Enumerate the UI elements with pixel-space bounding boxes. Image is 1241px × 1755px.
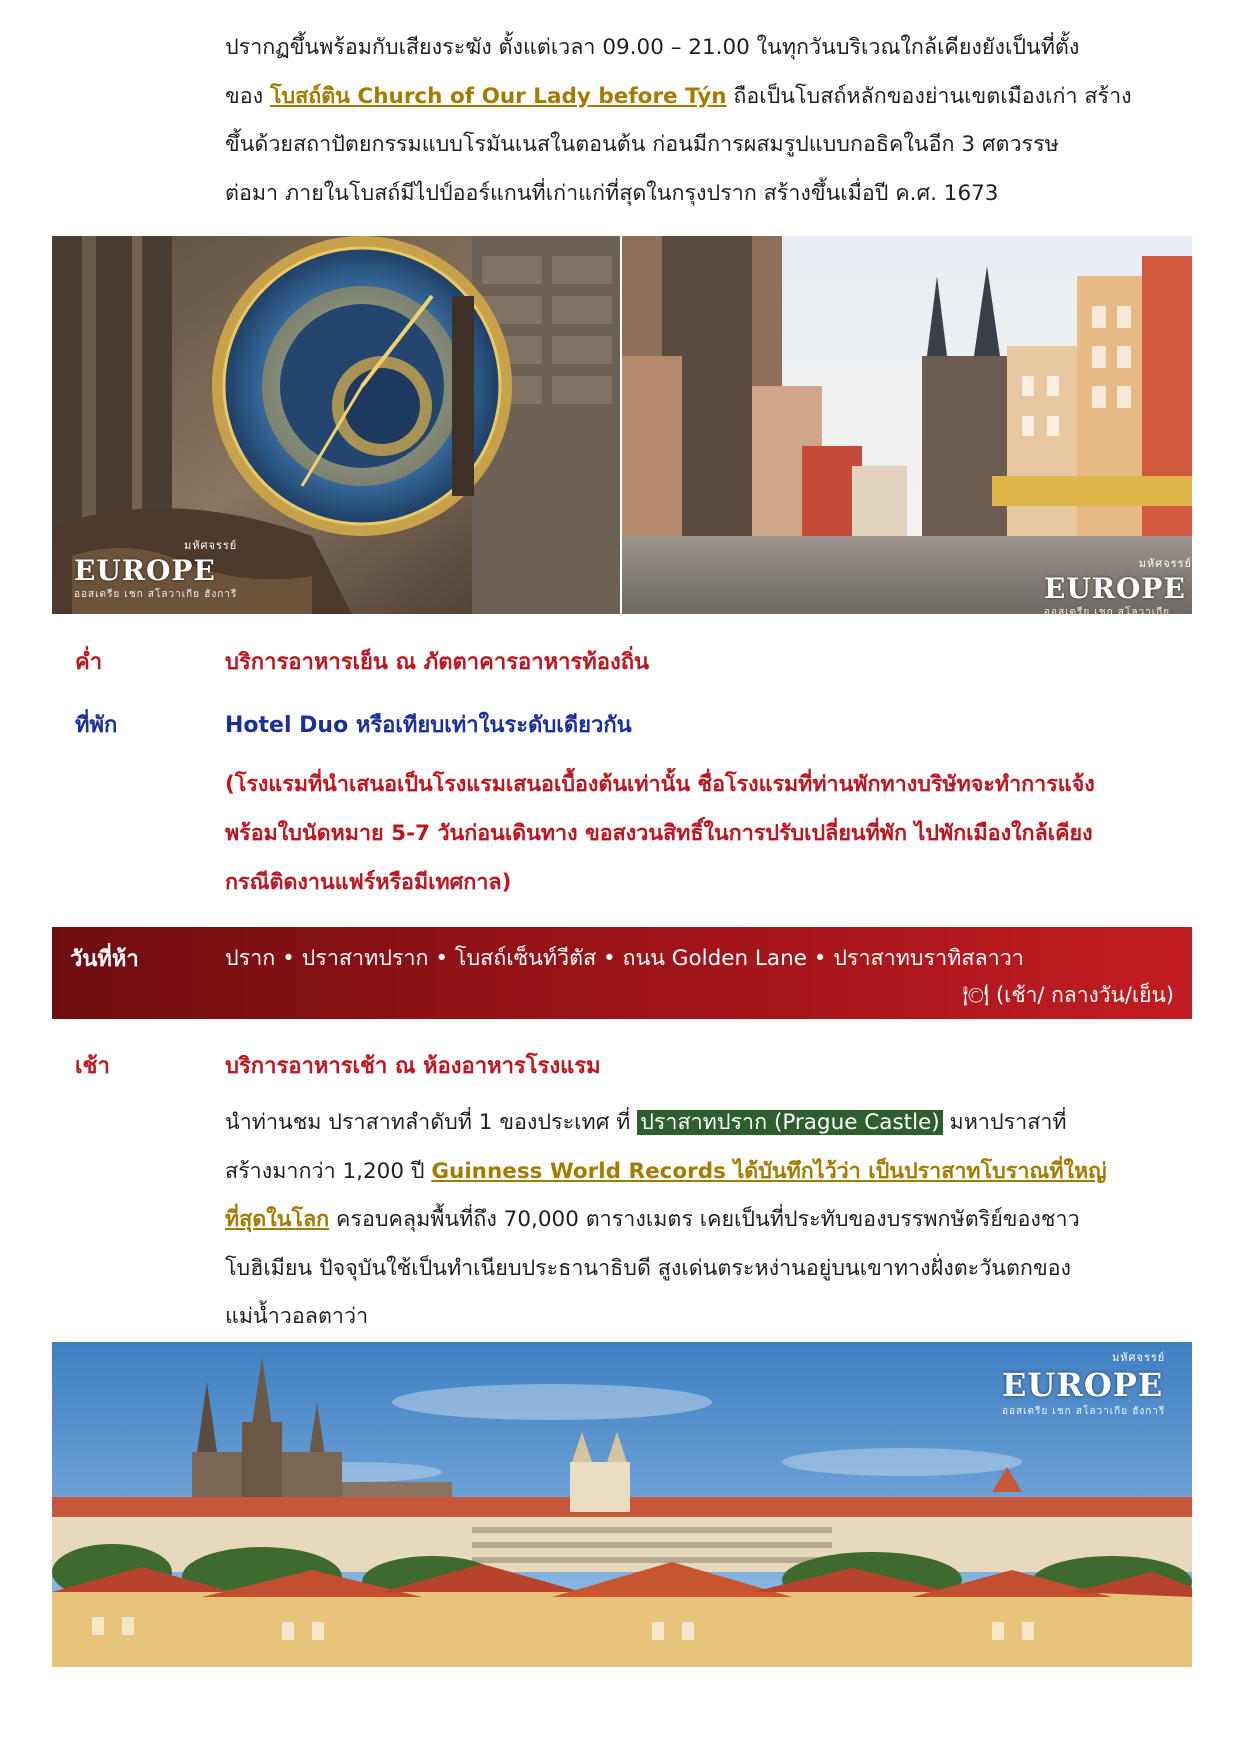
guinness-link[interactable]: Guinness World Records ได้บันทึกไว้ว่า เป็นปราสาทโบราณที่ใหญ่ [431, 1158, 1107, 1184]
hotel-note-line-3: กรณีติดงานแฟร์หรือมีเทศกาล) [225, 870, 512, 895]
prague-castle-highlight: ปราสาทปราก (Prague Castle) [637, 1110, 943, 1135]
intro-line-2-post: ถือเป็นโบสถ์หลักของย่านเขตเมืองเก่า สร้าง [726, 83, 1132, 109]
hotel-note-line-2: พร้อมใบนัดหมาย 5-7 วันก่อนเดินทาง ขอสงวนสิทธิ์ในการปรับเปลี่ยนที่พัก ไปพักเมืองใกล้เคียง [225, 821, 1093, 846]
day-label: วันที่ห้า [70, 947, 139, 972]
guinness-link-cont[interactable]: ที่สุดในโลก [225, 1207, 330, 1232]
hotel-note [225, 760, 1170, 907]
intro-line-4: ต่อมา ภายในโบสถ์มีไปป์ออร์แกนที่เก่าแก่ที่สุดในกรุงปราก สร้างขึ้นเมื่อปี ค.ศ. 1673 [225, 180, 999, 206]
castle-line-4: โบฮิเมียน ปัจจุบันใช้เป็นทำเนียบประธานาธิบดี สูงเด่นตระหง่านอยู่บนเขาทางฝั่งตะวันตกของ [225, 1255, 1072, 1281]
intro-line-2 [225, 73, 1170, 122]
castle-line-5: แม่น้ำวอลตาว่า [225, 1304, 369, 1329]
hotel-label: ที่พัก [75, 713, 118, 738]
dinner-label: ค่ำ [75, 650, 103, 675]
astronomical-clock-photo [52, 236, 620, 614]
intro-line-1: ปรากฏขึ้นพร้อมกับเสียงระฆัง ตั้งแต่เวลา 09.00 – 21.00 ในทุกวันบริเวณใกล้เคียงยังเป็นที่ตั้ง [225, 35, 1080, 60]
castle-line-1-post: มหาปราสาที่ [942, 1110, 1067, 1135]
castle-line-3 [225, 1196, 1170, 1245]
tyn-church-link[interactable]: โบสถ์ติน Church of Our Lady before Týn [269, 83, 727, 109]
castle-line-1-pre: นำท่านชม ปราสาทลำดับที่ 1 ของประเทศ ที่ [225, 1110, 638, 1135]
intro-line-3: ขึ้นด้วยสถาปัตยกรรมแบบโรมันเนสในตอนต้น ก่อนมีการผสมรูปแบบกอธิคในอีก 3 ศตวรรษ [225, 132, 1059, 157]
day-route: ปราก • ปราสาทปราก • โบสถ์เซ็นท์วีตัส • ถนน Golden Lane • ปราสาทบราทิสลาวา [225, 946, 1024, 971]
watermark-castle: มหัศจรรย์ EUROPE ออสเตรีย เชก สโลวาเกีย ฮังการี [1002, 1351, 1166, 1417]
prague-castle-photo [52, 1342, 1192, 1667]
breakfast-label: เช้า [75, 1054, 110, 1079]
watermark-right: มหัศจรรย์ EUROPE ออสเตรีย เชก สโลวาเกีย ฮังการี [1044, 557, 1192, 633]
watermark-left: มหัศจรรย์ EUROPE ออสเตรีย เชก สโลวาเกีย ฮังการี [74, 539, 238, 600]
castle-line-2-pre: สร้างมากว่า 1,200 ปี [225, 1158, 432, 1184]
intro-line-2-pre: ของ [225, 83, 270, 109]
castle-line-3-post: ครอบคลุมพื้นที่ถึง 70,000 ตารางเมตร เคยเป็นที่ประทับของบรรพกษัตริย์ของชาว [329, 1207, 1080, 1232]
day-five-band [52, 927, 1192, 1019]
intro-paragraph [225, 24, 1170, 218]
hotel-note-line-1: (โรงแรมที่นำเสนอเป็นโรงแรมเสนอเบื้องต้นเท่านั้น ชื่อโรงแรมที่ท่านพักทางบริษัทจะทำการแจ้ง [225, 772, 1095, 797]
castle-paragraph [225, 1099, 1170, 1342]
dinner-text: บริการอาหารเย็น ณ ภัตตาคารอาหารท้องถิ่น [225, 650, 650, 675]
castle-line-1 [225, 1099, 1170, 1148]
old-town-square-photo [622, 236, 1192, 633]
hotel-text: Hotel Duo หรือเทียบเท่าในระดับเดียวกัน [225, 713, 632, 738]
breakfast-text: บริการอาหารเช้า ณ ห้องอาหารโรงแรม [225, 1054, 601, 1079]
day-meals: 🍽 (เช้า/ กลางวัน/เย็น) [962, 983, 1174, 1007]
castle-line-2 [225, 1148, 1170, 1197]
